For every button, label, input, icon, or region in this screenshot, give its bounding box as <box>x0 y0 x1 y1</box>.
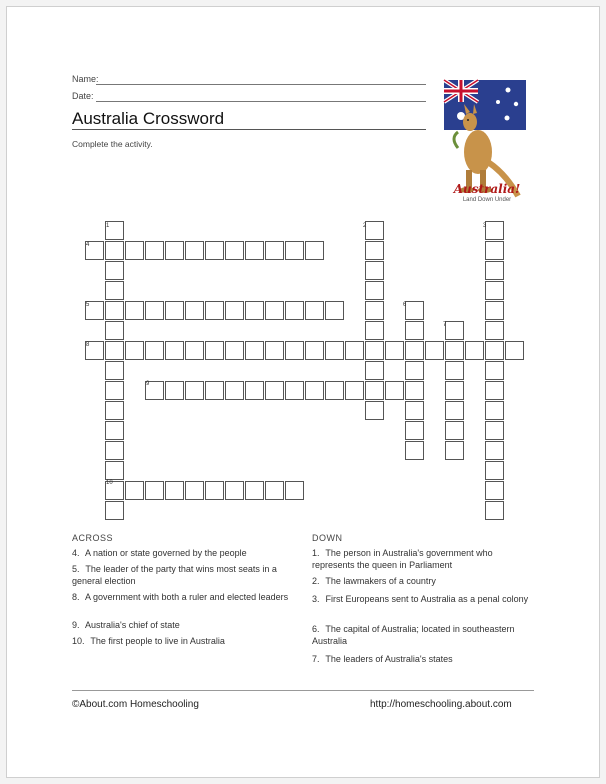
grid-cell[interactable] <box>425 341 444 360</box>
instructions-text: Complete the activity. <box>72 139 153 149</box>
grid-cell[interactable] <box>225 341 244 360</box>
grid-cell[interactable] <box>485 281 504 300</box>
grid-cell[interactable] <box>325 301 344 320</box>
grid-cell[interactable] <box>225 481 244 500</box>
grid-cell[interactable] <box>265 481 284 500</box>
grid-cell[interactable] <box>105 461 124 480</box>
logo-subcaption: Land Down Under <box>462 197 512 203</box>
grid-cell[interactable] <box>365 401 384 420</box>
grid-cell[interactable] <box>485 301 504 320</box>
grid-cell[interactable] <box>105 501 124 520</box>
grid-cell[interactable] <box>165 241 184 260</box>
grid-cell[interactable] <box>145 241 164 260</box>
grid-cell[interactable] <box>345 381 364 400</box>
grid-cell[interactable] <box>465 341 484 360</box>
grid-cell[interactable] <box>485 381 504 400</box>
grid-cell[interactable] <box>405 381 424 400</box>
grid-cell[interactable] <box>285 481 304 500</box>
grid-cell[interactable] <box>405 421 424 440</box>
grid-number-9: 9 <box>146 381 150 387</box>
grid-cell[interactable] <box>365 341 384 360</box>
grid-number-3: 3 <box>483 223 487 229</box>
grid-cell[interactable] <box>485 361 504 380</box>
grid-number-4: 4 <box>86 242 90 248</box>
grid-cell[interactable] <box>165 301 184 320</box>
across-heading: ACROSS <box>72 533 114 543</box>
grid-cell[interactable] <box>445 321 464 340</box>
grid-cell[interactable] <box>205 341 224 360</box>
grid-cell[interactable] <box>385 381 404 400</box>
grid-cell[interactable] <box>145 301 164 320</box>
footer-copyright: ©About.com Homeschooling <box>72 699 199 710</box>
grid-cell[interactable] <box>265 241 284 260</box>
grid-cell[interactable] <box>165 481 184 500</box>
logo-caption: Australia! <box>453 182 521 196</box>
grid-cell[interactable] <box>105 361 124 380</box>
grid-cell[interactable] <box>305 301 324 320</box>
grid-cell[interactable] <box>285 381 304 400</box>
grid-cell[interactable] <box>125 341 144 360</box>
grid-cell[interactable] <box>105 341 124 360</box>
grid-cell[interactable] <box>245 241 264 260</box>
grid-cell[interactable] <box>185 301 204 320</box>
grid-cell[interactable] <box>445 401 464 420</box>
grid-cell[interactable] <box>385 341 404 360</box>
grid-cell[interactable] <box>405 301 424 320</box>
grid-cell[interactable] <box>245 301 264 320</box>
grid-cell[interactable] <box>145 481 164 500</box>
grid-cell[interactable] <box>365 281 384 300</box>
footer-rule <box>72 690 534 691</box>
grid-cell[interactable] <box>305 381 324 400</box>
grid-number-10: 10 <box>106 480 113 486</box>
grid-cell[interactable] <box>485 421 504 440</box>
grid-number-6: 6 <box>403 302 407 308</box>
grid-cell[interactable] <box>365 301 384 320</box>
clue-across-5: 5. The leader of the party that wins most seats in a general election <box>72 564 277 586</box>
grid-cell[interactable] <box>485 341 504 360</box>
clue-down-2: 2. The lawmakers of a country <box>312 576 436 586</box>
grid-cell[interactable] <box>485 221 504 240</box>
grid-cell[interactable] <box>365 381 384 400</box>
grid-cell[interactable] <box>365 261 384 280</box>
grid-cell[interactable] <box>485 261 504 280</box>
grid-cell[interactable] <box>185 241 204 260</box>
grid-cell[interactable] <box>405 401 424 420</box>
grid-cell[interactable] <box>405 341 424 360</box>
grid-cell[interactable] <box>105 261 124 280</box>
grid-cell[interactable] <box>105 321 124 340</box>
clue-down-1: 1. The person in Australia's government who represents the queen in Parliament <box>312 548 493 570</box>
grid-cell[interactable] <box>225 381 244 400</box>
grid-cell[interactable] <box>365 321 384 340</box>
footer-url[interactable]: http://homeschooling.about.com <box>370 699 512 710</box>
down-heading: DOWN <box>312 533 343 543</box>
clue-across-4: 4. A nation or state governed by the people <box>72 548 247 558</box>
grid-cell[interactable] <box>445 341 464 360</box>
grid-cell[interactable] <box>365 221 384 240</box>
grid-cell[interactable] <box>145 341 164 360</box>
clue-across-9: 9. Australia's chief of state <box>72 620 180 630</box>
grid-cell[interactable] <box>245 481 264 500</box>
grid-cell[interactable] <box>345 341 364 360</box>
grid-cell[interactable] <box>165 381 184 400</box>
grid-cell[interactable] <box>485 241 504 260</box>
clue-across-8: 8. A government with both a ruler and elected leaders <box>72 592 289 602</box>
grid-cell[interactable] <box>185 481 204 500</box>
grid-cell[interactable] <box>405 441 424 460</box>
grid-cell[interactable] <box>485 481 504 500</box>
grid-cell[interactable] <box>505 341 524 360</box>
grid-cell[interactable] <box>105 241 124 260</box>
grid-number-7: 7 <box>443 322 447 328</box>
grid-cell[interactable] <box>325 341 344 360</box>
clue-across-10: 10. The first people to live in Australia <box>72 636 225 646</box>
clue-down-3: 3. First Europeans sent to Australia as a penal colony <box>312 594 529 604</box>
grid-cell[interactable] <box>365 361 384 380</box>
grid-cell[interactable] <box>285 341 304 360</box>
grid-number-8: 8 <box>86 342 90 348</box>
grid-cell[interactable] <box>205 381 224 400</box>
grid-cell[interactable] <box>205 301 224 320</box>
grid-cell[interactable] <box>105 421 124 440</box>
grid-cell[interactable] <box>205 241 224 260</box>
clue-down-7: 7. The leaders of Australia's states <box>312 654 453 664</box>
name-label: Name: <box>72 74 99 84</box>
grid-cell[interactable] <box>265 301 284 320</box>
grid-cell[interactable] <box>165 341 184 360</box>
grid-cell[interactable] <box>405 361 424 380</box>
grid-cell[interactable] <box>445 441 464 460</box>
grid-cell[interactable] <box>105 401 124 420</box>
grid-cell[interactable] <box>485 321 504 340</box>
grid-cell[interactable] <box>245 341 264 360</box>
grid-cell[interactable] <box>285 241 304 260</box>
grid-cell[interactable] <box>485 441 504 460</box>
grid-cell[interactable] <box>245 381 264 400</box>
grid-cell[interactable] <box>225 301 244 320</box>
grid-cell[interactable] <box>265 381 284 400</box>
grid-number-5: 5 <box>86 302 90 308</box>
grid-cell[interactable] <box>485 461 504 480</box>
grid-cell[interactable] <box>105 441 124 460</box>
grid-cell[interactable] <box>325 381 344 400</box>
grid-cell[interactable] <box>125 481 144 500</box>
name-line[interactable] <box>96 84 426 85</box>
clue-down-6: 6. The capital of Australia; located in southeastern Australia <box>312 624 515 646</box>
grid-cell[interactable] <box>485 501 504 520</box>
grid-cell[interactable] <box>485 401 504 420</box>
grid-cell[interactable] <box>445 421 464 440</box>
grid-cell[interactable] <box>445 381 464 400</box>
date-label: Date: <box>72 91 94 101</box>
grid-cell[interactable] <box>105 281 124 300</box>
grid-cell[interactable] <box>365 241 384 260</box>
grid-cell[interactable] <box>265 341 284 360</box>
grid-number-2: 2 <box>363 223 367 229</box>
grid-cell[interactable] <box>205 481 224 500</box>
grid-cell[interactable] <box>105 381 124 400</box>
grid-cell[interactable] <box>305 341 324 360</box>
grid-cell[interactable] <box>105 301 124 320</box>
grid-cell[interactable] <box>285 301 304 320</box>
grid-cell[interactable] <box>305 241 324 260</box>
grid-number-1: 1 <box>106 223 110 229</box>
grid-cell[interactable] <box>225 241 244 260</box>
grid-cell[interactable] <box>185 381 204 400</box>
grid-cell[interactable] <box>125 241 144 260</box>
page-title: Australia Crossword <box>72 109 225 128</box>
date-line[interactable] <box>96 101 426 102</box>
grid-cell[interactable] <box>445 361 464 380</box>
grid-cell[interactable] <box>405 321 424 340</box>
grid-cell[interactable] <box>125 301 144 320</box>
title-rule <box>72 129 426 130</box>
grid-cell[interactable] <box>185 341 204 360</box>
australia-logo <box>440 78 532 208</box>
